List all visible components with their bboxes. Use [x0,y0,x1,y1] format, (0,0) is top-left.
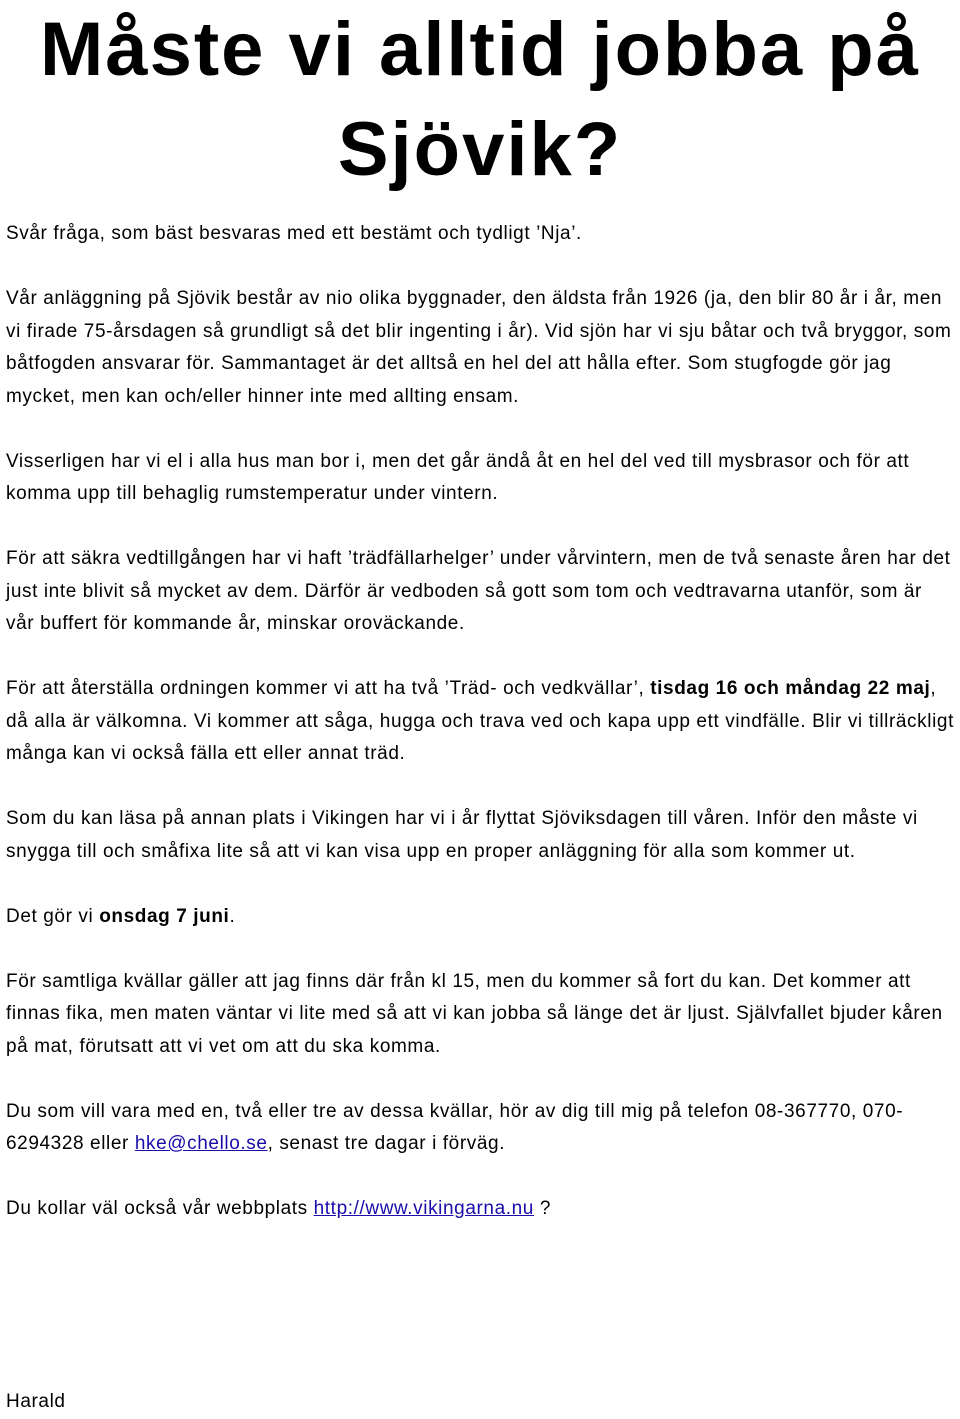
title-line-2: Sjövik? [337,107,623,192]
contact-text-a: Du som vill vara med en, två eller tre av dessa kvällar, hör av dig till mig på telefon 08-367770, 070-6294328 eller [6,1100,904,1154]
work-evenings-dates: tisdag 16 och måndag 22 maj [650,678,931,699]
heating-paragraph: Visserligen har vi el i alla hus man bor i, men det går ändå åt en hel del ved till mysbrasor och för att komma upp till behaglig rumstemperatur under vintern. [6,450,910,504]
intro-paragraph: Svår fråga, som bäst besvaras med ett bestämt och tydligt ’Nja’. [6,223,582,244]
website-paragraph [6,1193,956,1226]
cleanup-text-a: Det gör vi [6,905,100,927]
cleanup-date: onsdag 7 juni [99,905,230,927]
signature: Harald [6,1391,66,1412]
cleanup-date-paragraph [6,901,956,934]
page-title [0,0,960,200]
website-text-a: Du kollar väl också vår webbplats [6,1198,314,1219]
facility-paragraph: Vår anläggning på Sjövik består av nio olika byggnader, den äldsta från 1926 (ja, den blir 80 år i år, men vi firade 75-årsdagen så grundligt så det blir ingenting i år). Vid sjön har vi sju båtar och två bryggor, som båtfogden ansvarar för. Sammantaget är det alltså en hel del att hålla efter. Som stugfogde gör jag mycket, men kan och/eller hinner inte med allting ensam. [6,288,952,407]
contact-paragraph [6,1096,956,1161]
title-line-1: Måste vi alltid jobba på [40,7,920,92]
work-evenings-paragraph [6,673,956,771]
website-text-b: ? [533,1198,552,1219]
work-evenings-text-a: För att återställa ordningen kommer vi att ha två ’Träd- och vedkvällar’, [6,678,651,699]
email-link[interactable]: hke@chello.se [134,1133,268,1154]
firewood-paragraph: För att säkra vedtillgången har vi haft ’trädfällarhelger’ under vårvintern, men de två senaste åren har det just inte blivit så mycket av dem. Därför är vedboden så gott som tom och vedtravarna utanför, som är vår buffert för kommande år, minskar oroväckande. [6,548,951,634]
cleanup-text-b: . [229,905,236,927]
schedule-paragraph: För samtliga kvällar gäller att jag finns där från kl 15, men du kommer så fort du kan. Det kommer att finnas fika, men maten väntar vi lite med så att vi kan jobba så länge det är ljust. Självfallet bjuder kåren på mat, förutsatt att vi vet om att du ska komma. [6,970,943,1057]
article-body [6,218,956,1258]
website-link[interactable]: http://www.vikingarna.nu [313,1198,534,1219]
contact-text-b: , senast tre dagar i förväg. [267,1133,506,1154]
sjoviksdagen-paragraph: Som du kan läsa på annan plats i Vikingen har vi i år flyttat Sjöviksdagen till våren. Inför den måste vi snygga till och småfixa lite så att vi kan visa upp en proper anläggning för alla som kommer ut. [6,808,918,862]
work-evenings-text-b: , då alla är välkomna. Vi kommer att såga, hugga och trava ved och kapa upp ett vindfälle. Blir vi tillräckligt många kan vi också fälla ett eller annat träd. [6,678,954,764]
